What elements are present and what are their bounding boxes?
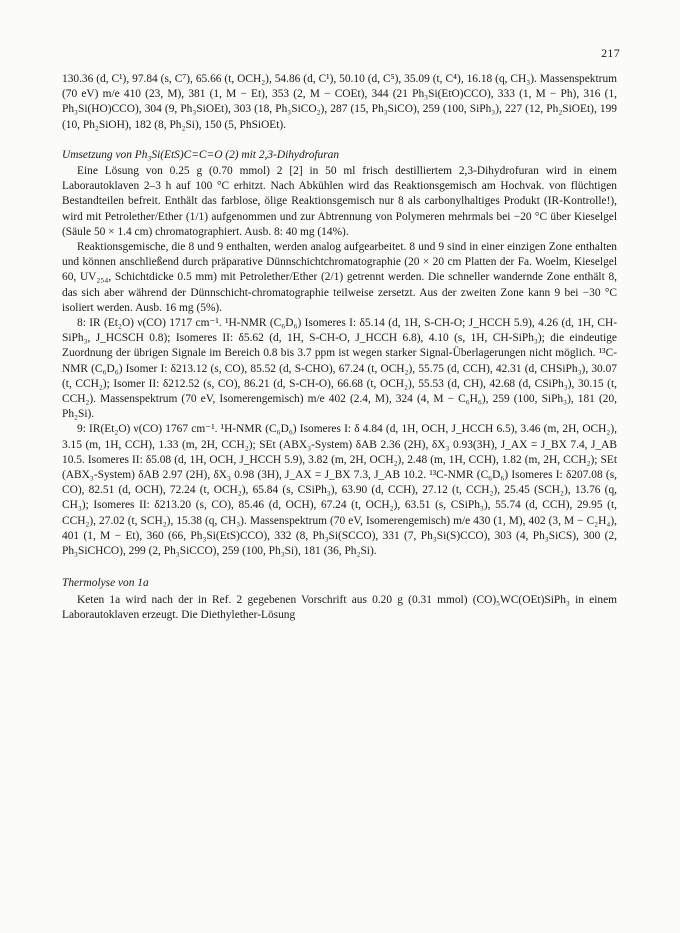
page-number: 217 <box>601 46 620 60</box>
body-paragraph: Keten 1a wird nach der in Ref. 2 gegebenen Vorschrift aus 0.20 g (0.31 mmol) (CO)₅WC(OEt)SiPh₃ in einem Laborautoklaven erzeugt. Die Diethylether-Lösung <box>62 593 617 621</box>
body-paragraph: 9: IR(Et₂O) ν(CO) 1767 cm⁻¹. ¹H-NMR (C₆D₆) Isomeres I: δ 4.84 (d, 1H, OCH, J_HCCH 6.5), 3.46 (m, 2H, OCH₂), 3.15 (m, 1H, CCH), 1.33 (m, 2H, CCH₂); SEt (ABX₃-System) δAB 2.36 (2H), δX₃ 0.93(3H), J_AX = J_BX 7.4, J_AB 10.5. Isomeres II: δ5.08 (d, 1H, OCH, J_HCCH 5.9), 3.82 (m, 2H, OCH₂), 2.48 (m, 1H, CCH), 1.82 (m, 2H, CCH₂); SEt (ABX₃-System) δAB 2.97 (2H), δX₃ 0.98 (3H), J_AX = J_BX 7.3, J_AB 10.2. ¹³C-NMR (C₆D₆) Isomeres I: δ207.08 (s, CO), 82.51 (d, OCH), 72.24 (t, OCH₂), 65.84 (s, CSiPh₃), 63.90 (d, CCH), 27.12 (t, CCH₂), 25.45 (SCH₂), 13.76 (q, CH₃); Isomeres II: δ213.20 (s, CO), 85.46 (d, OCH), 67.24 (t, OCH₂), 63.51 (s, CSiPh₃), 55.74 (d, CCH), 29.95 (t, CCH₂), 27.02 (t, SCH₂), 15.38 (q, CH₃). Massenspektrum (70 eV, Isomerengemisch) m/e 430 (1, M), 402 (3, M − C₂H₄), 401 (1, M − Et), 360 (66, Ph₃Si(EtS)CCO), 332 (8, Ph₃Si(SCCO), 331 (7, Ph₃Si(S)CCO), 303 (4, Ph₃SiCS), 300 (2, Ph₃SiCHCO), 299 (2, Ph₃SiCCO), 259 (100, Ph₃Si), 181 (36, Ph₂Si). <box>62 423 617 558</box>
section-heading: Thermolyse von 1a <box>62 577 149 590</box>
article-body <box>62 72 617 623</box>
section-heading: Umsetzung von Ph₃Si(EtS)C=C=O (2) mit 2,3-Dihydrofuran <box>62 148 340 161</box>
body-paragraph: 8: IR (Et₂O) ν(CO) 1717 cm⁻¹. ¹H-NMR (C₆D₆) Isomeres I: δ5.14 (d, 1H, S-CH-O; J_HCCH 5.9), 4.26 (d, 1H, CH-SiPh₃, J_HCSCH 0.8); Isomeres II: δ5.62 (d, 1H, S-CH-O, J_HCCH 6.8), 4.10 (s, 1H, CH-SiPh₃); die eindeutige Zuordnung der übrigen Signale im Bereich 0.8 bis 3.7 ppm ist wegen starker Signal-Überlagerungen nicht möglich. ¹³C-NMR (C₆D₆) Isomer I: δ213.12 (s, CO), 85.52 (d, S-CHO), 67.24 (t, OCH₂), 55.75 (d, CCH), 42.31 (d, CHSiPh₃), 30.07 (t, CCH₂); Isomer II: δ212.52 (s, CO), 86.21 (d, S-CH-O), 66.68 (t, OCH₂), 55.53 (d, CH), 42.68 (d, CSiPh₃), 30.15 (t, CCH₂). Massenspektrum (70 eV, Isomerengemisch) m/e 402 (2.4, M), 324 (4, M − C₆H₆), 259 (100, SiPh₃), 181 (20, Ph₂Si). <box>62 317 617 421</box>
body-paragraph: Eine Lösung von 0.25 g (0.70 mmol) 2 [2] in 50 ml frisch destilliertem 2,3-Dihydrofuran wird in einem Laborautoklaven 2–3 h auf 100 °C erhitzt. Nach Abkühlen wird das Reaktionsgemisch am Hochvak. von flüchtigen Bestandteilen befreit. Enthält das farblose, ölige Reaktionsgemisch nur 8 als carbonylhaltiges Produkt (IR-Kontrolle!), wird mit Petrolether/Ether (1/1) aufgenommen und zur Abtrennung von Polymeren mehrmals bei −20 °C über Kieselgel (Säule 50 × 1.4 cm) chromatographiert. Ausb. 8: 40 mg (14%). <box>62 165 617 238</box>
body-paragraph: 130.36 (d, C¹), 97.84 (s, C⁷), 65.66 (t, OCH₂), 54.86 (d, C¹), 50.10 (d, C⁵), 35.09 (t, C⁴), 16.18 (q, CH₃). Massenspektrum (70 eV) m/e 410 (23, M), 381 (1, M − Et), 353 (2, M − COEt), 344 (21 Ph₃Si(EtO)CCO), 333 (1, M − Ph), 316 (1, Ph₃Si(HO)CCO), 304 (9, Ph₃SiOEt), 303 (18, Ph₃SiCO₂), 287 (15, Ph₃SiCO), 259 (100, SiPh₃), 227 (12, Ph₂SiOEt), 199 (10, Ph₂SiOH), 182 (8, Ph₂Si), 150 (5, PhSiOEt). <box>62 73 617 131</box>
body-paragraph: Reaktionsgemische, die 8 und 9 enthalten, werden analog aufgearbeitet. 8 und 9 sind in einer einzigen Zone enthalten und können anschließend durch präparative Dünnschichtchromatographie (20 × 20 cm Platten der Fa. Woelm, Kieselgel 60, UV₂₅₄, Schichtdicke 0.5 mm) mit Petrolether/Ether (2/1) getrennt werden. Die schneller wandernde Zone enthält 8, das sich aber während der Dünnschicht-chromatographie teilweise zersetzt. Aus der zweiten Zone kann 9 bei −30 °C isoliert werden. Ausb. 16 mg (5%). <box>62 241 617 314</box>
